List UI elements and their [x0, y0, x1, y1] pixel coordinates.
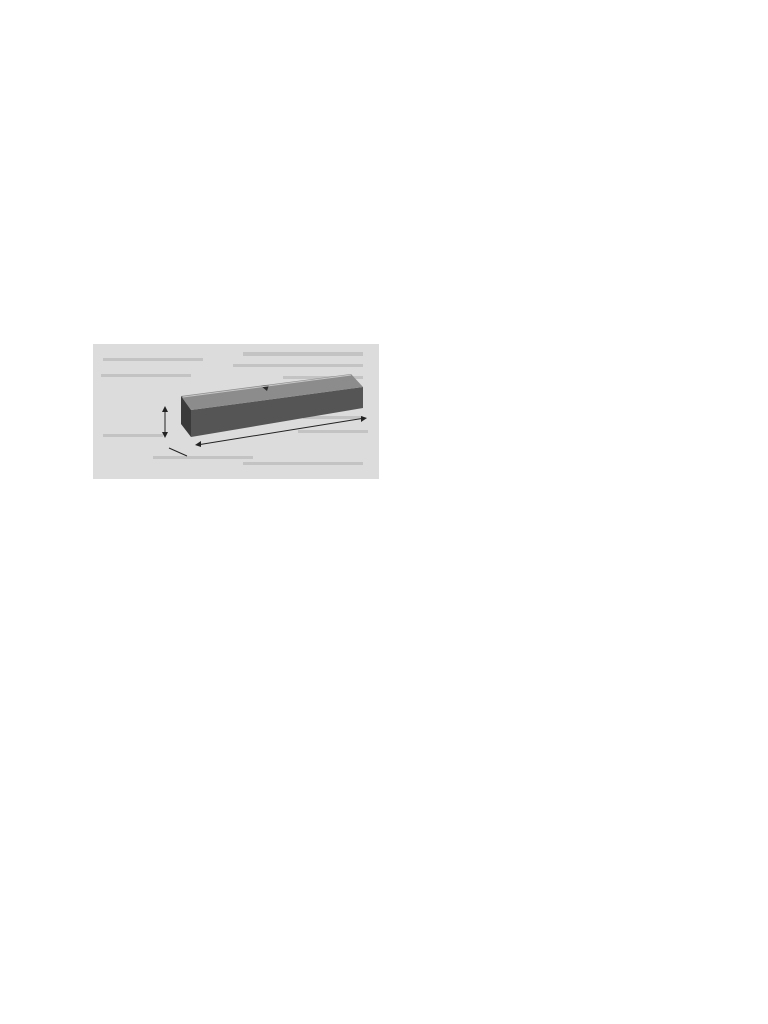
charpy-specimen-diagram [93, 344, 379, 479]
charpy-specimen-figure [93, 344, 379, 479]
